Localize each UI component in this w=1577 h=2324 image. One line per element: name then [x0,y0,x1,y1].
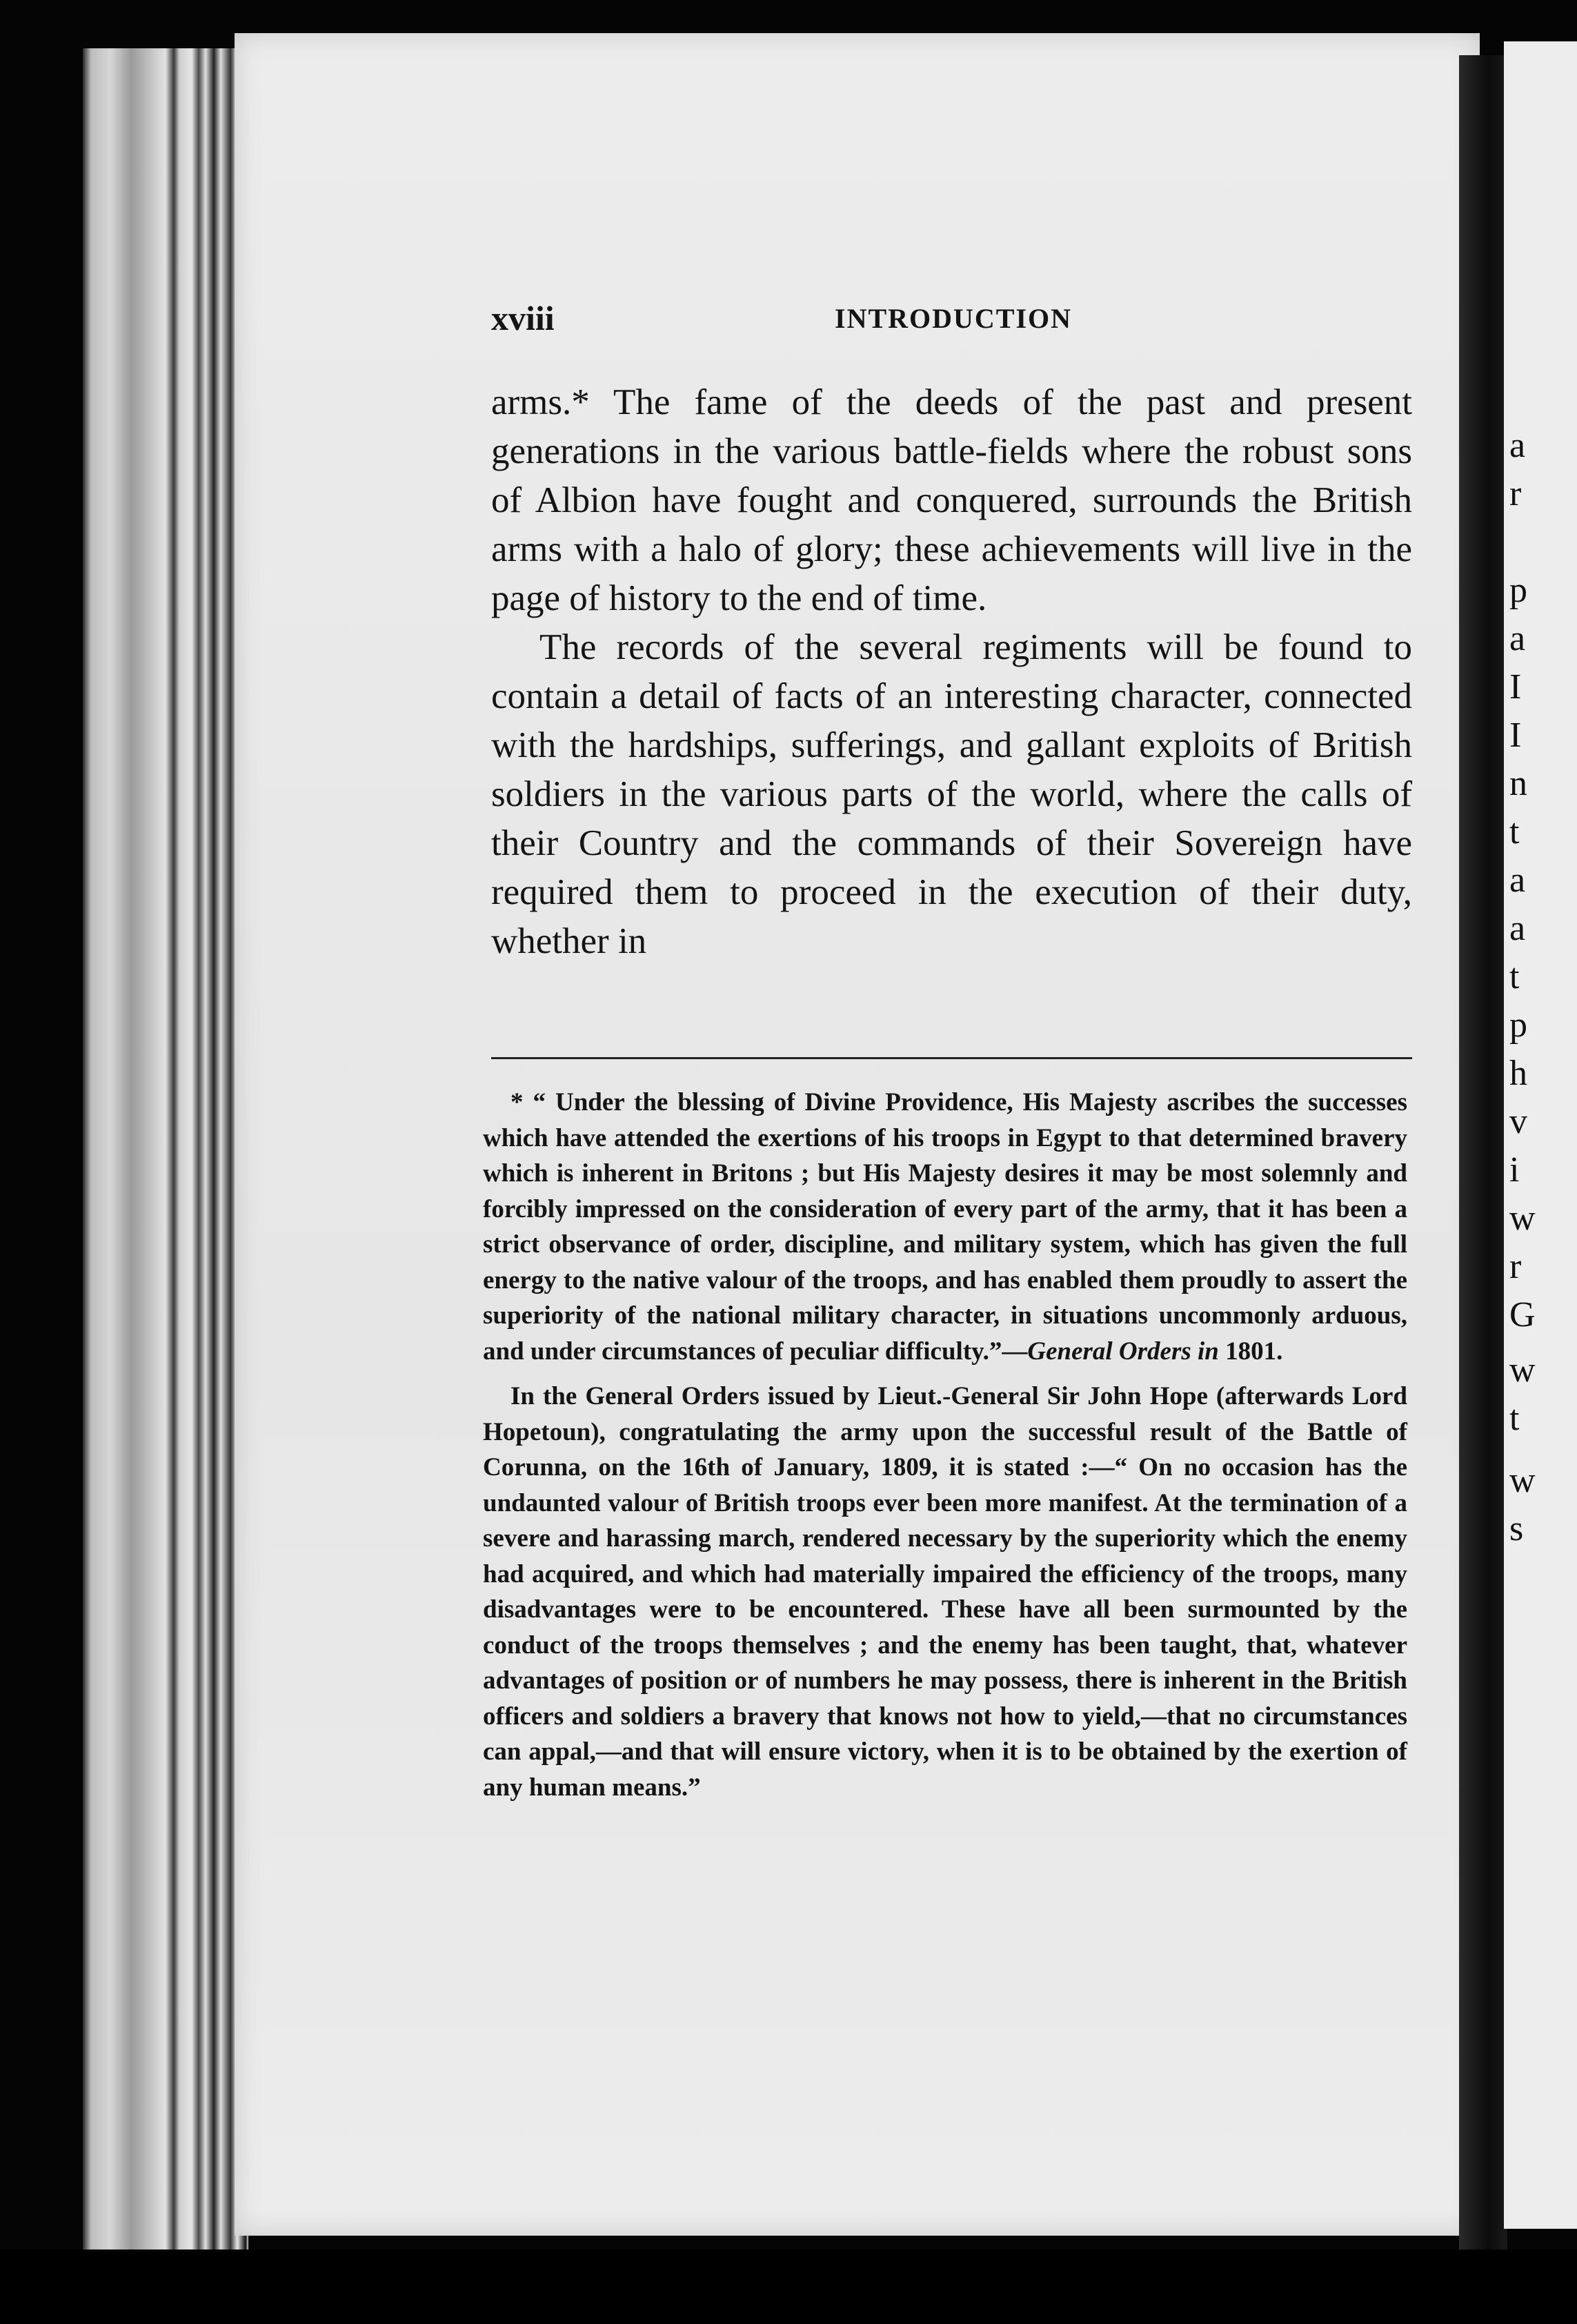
facing-page-fragment: a [1509,426,1526,465]
facing-page-fragment: G [1509,1295,1536,1335]
paragraph-1: arms.* The fame of the deeds of the past and present generations in the various battle-fields where the robust sons of Albion have fought and conquered, surrounds the British arms with a halo of glory; these achievements will live in the page of history to the end of time. [491,382,1412,618]
facing-page-fragment: w [1509,1461,1536,1500]
footnote-1-source: General Orders in [1027,1337,1219,1366]
page-edges [83,48,248,2249]
paragraph-2: The records of the several regiments will be found to contain a detail of facts of an interesting character, connected with the hardships, sufferings, and gallant exploits of British soldiers in the various parts of the world, where the calls of their Country and the commands of their Sovereign have required them to proceed in the execution of their duty, whether in [491,627,1412,961]
running-title: INTRODUCTION [835,303,1073,334]
page-number: xviii [491,299,555,337]
footnote-1 [483,1085,1407,1369]
body-text [491,378,1412,966]
footnote-1-year: 1801. [1225,1337,1283,1366]
footnotes [483,1085,1407,1805]
facing-page-fragment: v [1509,1102,1527,1141]
facing-page-fragment: w [1509,1350,1536,1390]
facing-page-fragment: p [1509,571,1527,610]
facing-page-fragment: p [1509,1005,1527,1045]
facing-page-fragment: i [1509,1150,1520,1190]
gutter-shadow [1459,55,1507,2249]
facing-page-fragment: s [1509,1509,1524,1548]
facing-page-fragment: n [1509,764,1527,803]
facing-page-fragment: a [1509,619,1526,658]
facing-page-fragment: a [1509,860,1526,900]
facing-page-fragment: r [1509,1247,1522,1286]
footnote-rule [491,1057,1412,1059]
facing-page-fragment: I [1509,716,1522,755]
footnote-1-text: * “ Under the blessing of Divine Providence, His Majesty ascribes the successes which have attended the exertions of his troops in Egypt to that determined bravery which is inherent in Britons ; but His Majesty desires it may be most solemnly and forcibly impressed on the consideration of every part of the army, that it has been a strict observance of order, discipline, and military system, which has given the full energy to the native valour of the troops, and has enabled them proudly to assert the superiority of the national military character, in situations uncommonly arduous, and under circumstances of peculiar difficulty.”— [483,1088,1407,1366]
facing-page-fragment: t [1509,812,1520,851]
facing-page-fragment: r [1509,474,1522,513]
facing-page-edge [1504,41,1577,2229]
running-head [491,298,1412,339]
facing-page-fragment: w [1509,1199,1536,1238]
footnote-2: In the General Orders issued by Lieut.-General Sir John Hope (afterwards Lord Hopetoun), congratulating the army upon the successful result of the Battle of Corunna, on the 16th of January, 1809, it is stated :—“ On no occasion has the undaunted valour of British troops ever been more manifest. At the termination of a severe and harassing march, rendered necessary by the superiority which the enemy had acquired, and which had materially impaired the efficiency of the troops, many disadvantages were to be encountered. These have all been surmounted by the conduct of the troops themselves ; and the enemy has been taught, that, whatever advantages of position or of numbers he may possess, there is inherent in the British officers and soldiers a bravery that knows not how to yield,—that no circumstances can appal,—and that will ensure victory, when it is to be obtained by the exertion of any human means.” [483,1382,1407,1802]
scan-border [0,2249,1577,2324]
facing-page-fragment: h [1509,1054,1527,1093]
facing-page-fragment: t [1509,1399,1520,1438]
facing-page-fragment: a [1509,909,1526,948]
facing-page-fragment: t [1509,957,1520,996]
facing-page-fragment: I [1509,667,1522,707]
